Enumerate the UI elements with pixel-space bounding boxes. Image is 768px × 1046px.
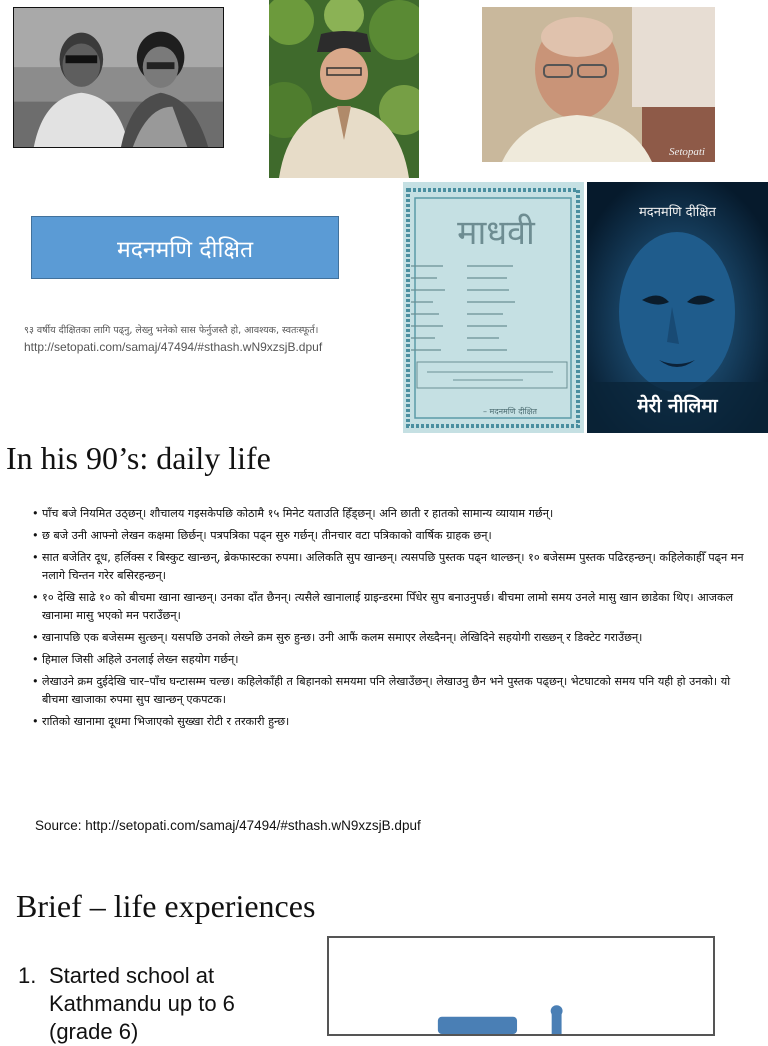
couple-photo [13, 7, 224, 148]
book-madhavi-title: माधवी [457, 213, 535, 253]
list-item: • रातिको खानामा दूधमा भिजाएको सुख्खा रोटी र तरकारी हुन्छ। [32, 713, 757, 731]
caption [24, 322, 384, 356]
list-item-number: 1. [18, 963, 37, 988]
watermark-label: Setopati [668, 146, 705, 158]
book-cover-meri-neelima [587, 182, 768, 433]
list-item: • १० देखि साढे १० को बीचमा खाना खान्छन्। उनका दाँत छैनन्। त्यसैले खानालाई ग्राइन्डरमा पिँधेर सुप बनाउनुपर्छ। बीचमा लामो समय उनले मासु खान छाडेका थिए। आजकल खानामा मासु भएको मन पराउँछन्। [32, 589, 757, 625]
image-frame [327, 936, 715, 1036]
daily-life-list [32, 505, 757, 735]
list-item: • पाँच बजे नियमित उठ्छन्। शौचालय गइसकेपछि कोठामै १५ मिनेट यताउति हिँड्छन्। अनि छाती र हातको सामान्य व्यायाम गर्छन्। [32, 505, 757, 523]
book-neelima-author: मदनमणि दीक्षित [639, 205, 716, 220]
list-item: • खानापछि एक बजेसम्म सुत्छन्। यसपछि उनको लेख्ने क्रम सुरु हुन्छ। उनी आफैं कलम समाएर लेख्दैनन्। लेखिदिने सहयोगी राख्छन् र डिक्टेट गराउँछन्। [32, 629, 757, 647]
caption-text: ९३ वर्षीय दीक्षितका लागि पढ्नु, लेख्नु भनेको सास फेर्नुजस्तै हो, आवश्‍यक, स्वतःस्फूर्त। [24, 325, 319, 336]
list-item: • लेखाउने क्रम दुईदेखि चार–पाँच घन्टासम्म चल्छ। कहिलेकाँही त बिहानको समयमा पनि लेखाउँछन्। लेखाउनु छैन भने पुस्तक पढ्छन्। भेटघाटको समय पनि यही हो उनको। यो बीचमा खाजाका रुपमा सुप खान्छन् एकपटक। [32, 673, 757, 709]
cap-photo [269, 0, 419, 178]
book-madhavi-author: – मदनमणि दीक्षित [483, 407, 537, 416]
list-item: • सात बजेतिर दूध, हर्लिक्स र बिस्कुट खान्छन्, ब्रेकफास्टका रुपमा। अलिकति सुप खान्छन्। त्यसपछि पुस्तक पढ्न थाल्छन्। १० बजेसम्म पुस्तक पढिरहन्छन्। कहिलेकाहीँ पढ्न मन नलागे चिन्तन गरेर बसिरहन्छन्। [32, 549, 757, 585]
list-item-text: Started school at Kathmandu up to 6 (grade 6) [49, 963, 235, 1044]
book-neelima-title: मेरी नीलिमा [637, 395, 718, 417]
heading-brief-life-experiences: Brief – life experiences [16, 888, 316, 924]
list-item: • हिमाल जिसी अहिले उनलाई लेख्न सहयोग गर्छन्। [32, 651, 757, 669]
caption-url: http://setopati.com/samaj/47494/#sthash.wN9xzsjB.dpuf [24, 340, 323, 354]
list-item: • छ बजे उनी आफ्नो लेखन कक्षमा छिर्छन्। पत्रपत्रिका पढ्न सुरु गर्छन्। तीनचार वटा पत्रिकाको वार्षिक ग्राहक छन्। [32, 527, 757, 545]
source-citation: Source: http://setopati.com/samaj/47494/#sthash.wN9xzsjB.dpuf [35, 818, 421, 833]
book-cover-madhavi [403, 182, 584, 433]
elder-photo [482, 7, 715, 162]
name-title-box: मदनमणि दीक्षित [31, 216, 339, 279]
heading-daily-life: In his 90’s: daily life [6, 440, 271, 476]
